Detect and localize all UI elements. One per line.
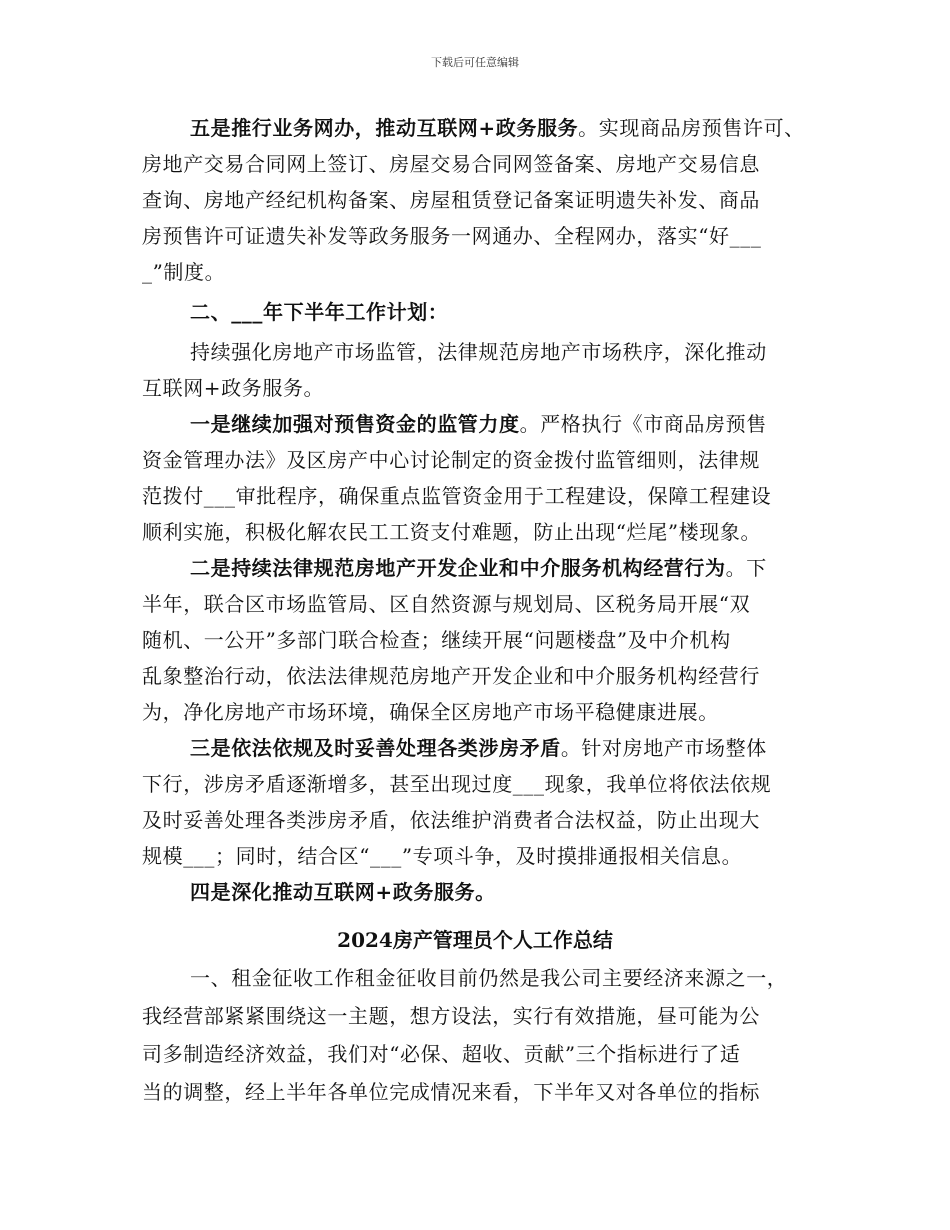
paragraph-line	[190, 406, 767, 442]
text-run: 。针对房地产市场整体	[560, 736, 767, 760]
paragraph-line: 房地产交易合同网上签订、房屋交易合同网签备案、房地产交易信息	[142, 152, 760, 176]
paragraph-line: 四是深化推动互联网+政务服务。	[190, 880, 496, 904]
paragraph-line: 及时妥善处理各类涉房矛盾，依法维护消费者合法权益，防止出现大	[142, 808, 760, 832]
text-run: 。实现商品房预售许可、	[578, 116, 805, 140]
paragraph-line: 半年，联合区市场监管局、区自然资源与规划局、区税务局开展“双	[142, 592, 751, 616]
paragraph-line: 资金管理办法》及区房产中心讨论制定的资金拨付监管细则，法律规	[142, 448, 760, 472]
bold-lead: 三是依法依规及时妥善处理各类涉房矛盾	[190, 736, 561, 760]
bold-lead: 一是继续加强对预售资金的监管力度	[190, 412, 520, 436]
paragraph-line: 互联网+政务服务。	[142, 376, 325, 400]
paragraph-line: 下行，涉房矛盾逐渐增多，甚至出现过度___现象，我单位将依法依规	[142, 772, 772, 796]
paragraph-line	[190, 730, 767, 766]
document-title: 2024房产管理员个人工作总结	[337, 928, 613, 952]
paragraph-line	[190, 550, 767, 586]
paragraph-line: 为，净化房地产市场环境，确保全区房地产市场平稳健康进展。	[142, 700, 719, 724]
page-header: 下载后可任意编辑	[431, 56, 519, 69]
paragraph-line: 当的调整，经上半年各单位完成情况来看，下半年又对各单位的指标	[142, 1080, 760, 1104]
paragraph-line: 查询、房地产经纪机构备案、房屋租赁登记备案证明遗失补发、商品	[142, 188, 760, 212]
paragraph-line: 持续强化房地产市场监管，法律规范房地产市场秩序，深化推动	[190, 340, 767, 364]
paragraph-line: 一、租金征收工作租金征收目前仍然是我公司主要经济来源之一，	[190, 966, 788, 990]
paragraph-line: 规模___；同时，结合区“___”专项斗争，及时摸排通报相关信息。	[142, 844, 743, 868]
paragraph-line: 乱象整治行动，依法法律规范房地产开发企业和中介服务机构经营行	[142, 664, 760, 688]
text-run: 。严格执行《市商品房预售	[519, 412, 767, 436]
paragraph-line: _”制度。	[142, 260, 226, 284]
bold-lead: 五是推行业务网办，推动互联网+政务服务	[190, 116, 579, 140]
paragraph-line: 我经营部紧紧围绕这一主题，想方设法，实行有效措施，昼可能为公	[142, 1004, 760, 1028]
text-run: 。下	[725, 556, 767, 580]
paragraph-line: 司多制造经济效益，我们对“必保、超收、贡献”三个指标进行了适	[142, 1042, 741, 1066]
paragraph-line: 房预售许可证遗失补发等政务服务一网通办、全程网办，落实“好___	[142, 224, 762, 248]
section-heading: 二、___年下半年工作计划：	[190, 300, 449, 324]
paragraph-line	[190, 110, 805, 146]
paragraph-line: 顺利实施，积极化解农民工工资支付难题，防止出现“烂尾”楼现象。	[142, 520, 762, 544]
bold-lead: 二是持续法律规范房地产开发企业和中介服务机构经营行为	[190, 556, 726, 580]
paragraph-line: 范拨付___审批程序，确保重点监管资金用于工程建设，保障工程建设	[142, 484, 772, 508]
paragraph-line: 随机、一公开”多部门联合检查；继续开展“问题楼盘”及中介机构	[142, 628, 731, 652]
